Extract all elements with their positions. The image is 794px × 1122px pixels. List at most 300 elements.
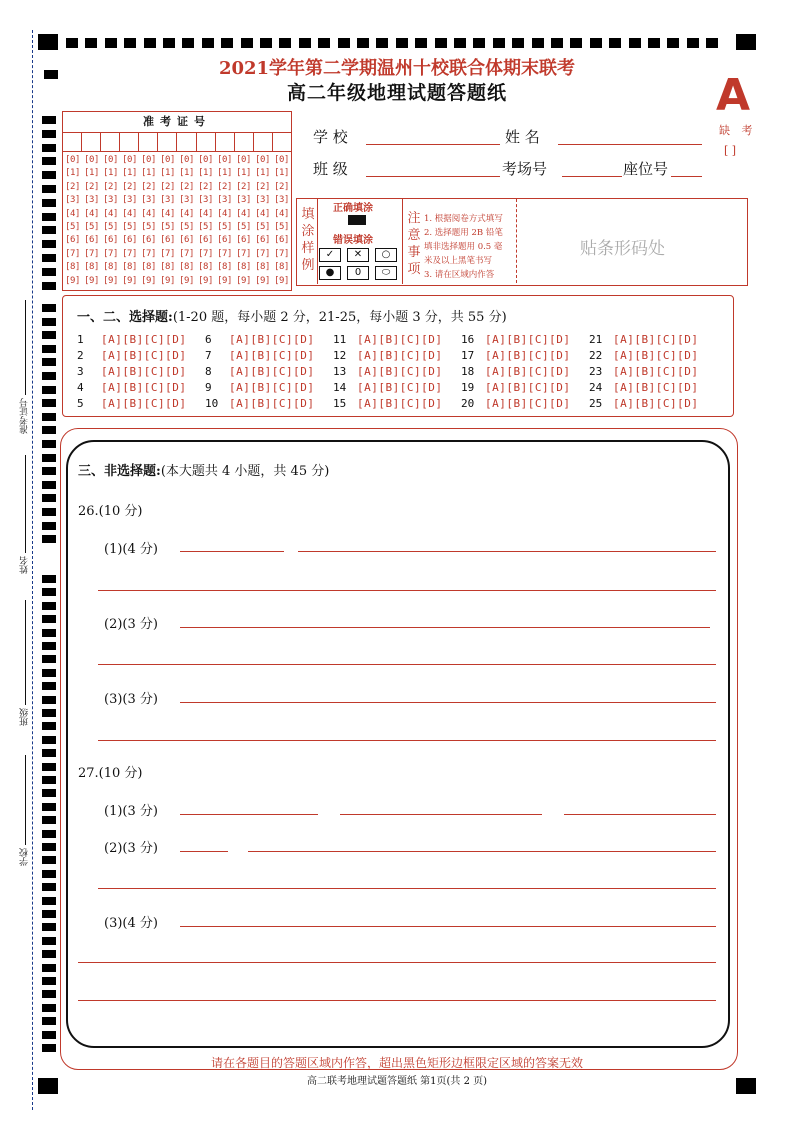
digit-bubble[interactable]: [3] [103, 195, 118, 206]
digit-bubble[interactable]: [8] [179, 262, 194, 273]
digit-bubble[interactable]: [8] [103, 262, 118, 273]
digit-bubble[interactable]: [5] [179, 221, 194, 232]
answer-line[interactable] [298, 551, 716, 552]
digit-bubble[interactable]: [2] [236, 181, 251, 192]
digit-bubble[interactable]: [2] [65, 181, 80, 192]
answer-line[interactable] [180, 627, 710, 628]
margin-school-label: 学校 [20, 848, 30, 866]
digit-bubble[interactable]: [9] [122, 275, 137, 286]
timing-mark [42, 199, 56, 207]
answer-line[interactable] [180, 702, 716, 703]
timing-segment [66, 38, 78, 48]
digit-bubble[interactable]: [1] [236, 168, 251, 179]
answer-line[interactable] [248, 851, 716, 852]
digit-bubble[interactable]: [5] [141, 221, 156, 232]
choice-row[interactable] [205, 380, 314, 396]
digit-bubble[interactable]: [0] [103, 155, 118, 165]
note-line: 3. 请在区域内作答 [424, 270, 495, 280]
digit-row[interactable] [63, 181, 291, 194]
answer-options[interactable]: [A][B][C][D] [101, 397, 187, 410]
answer-options[interactable]: [A][B][C][D] [229, 349, 315, 362]
choice-row[interactable] [77, 332, 186, 348]
timing-mark [42, 481, 56, 489]
digit-bubble[interactable]: [5] [84, 221, 99, 232]
question-number: 11 [333, 333, 347, 346]
choice-row[interactable] [461, 348, 570, 364]
answer-line[interactable] [98, 590, 716, 591]
choice-row[interactable] [589, 332, 698, 348]
digit-bubble[interactable]: [7] [255, 248, 270, 259]
choice-row[interactable] [333, 396, 442, 412]
digit-bubble[interactable]: [5] [103, 221, 118, 232]
timing-mark [42, 883, 56, 891]
digit-bubble[interactable]: [7] [236, 248, 251, 259]
choice-row[interactable] [333, 348, 442, 364]
question-number: 5 [77, 397, 84, 410]
timing-mark [42, 426, 56, 434]
timing-mark [42, 386, 56, 394]
answer-line[interactable] [78, 1000, 716, 1001]
digit-bubble[interactable]: [3] [198, 195, 213, 206]
choice-row[interactable] [205, 396, 314, 412]
digit-row[interactable] [63, 261, 291, 274]
absent-label: 缺 考 [719, 124, 757, 137]
digit-bubble[interactable]: [6] [84, 235, 99, 246]
digit-bubble[interactable]: [0] [274, 155, 289, 165]
timing-mark [42, 990, 56, 998]
answer-options[interactable]: [A][B][C][D] [613, 365, 699, 378]
digit-bubble[interactable]: [9] [217, 275, 232, 286]
divider [317, 198, 318, 284]
timing-segment [105, 38, 117, 48]
note-line: 米及以上黑笔书写 [424, 256, 493, 266]
choice-column [205, 332, 314, 412]
timing-segment [629, 38, 641, 48]
timing-segment [221, 38, 233, 48]
margin-line [25, 300, 26, 395]
answer-options[interactable]: [A][B][C][D] [229, 365, 315, 378]
q27-title: 27.(10 分) [78, 766, 143, 781]
digit-bubble[interactable]: [5] [160, 221, 175, 232]
dot-mark-icon: ● [319, 266, 341, 280]
digit-bubble[interactable]: [5] [198, 221, 213, 232]
timing-segment [241, 38, 253, 48]
notes-list [424, 212, 516, 282]
digit-bubble[interactable]: [3] [84, 195, 99, 206]
digit-bubble[interactable]: [2] [141, 181, 156, 192]
digit-bubble[interactable]: [0] [141, 155, 156, 165]
digit-bubble[interactable]: [1] [217, 168, 232, 179]
digit-bubble[interactable]: [2] [103, 181, 118, 192]
question-number: 24 [589, 381, 603, 394]
timing-segment [570, 38, 582, 48]
digit-bubble[interactable]: [7] [65, 248, 80, 259]
digit-bubble[interactable]: [2] [198, 181, 213, 192]
digit-bubble[interactable]: [4] [217, 208, 232, 219]
timing-mark [42, 345, 56, 353]
digit-bubble[interactable]: [8] [255, 262, 270, 273]
digit-bubble[interactable]: [3] [179, 195, 194, 206]
answer-options[interactable]: [A][B][C][D] [101, 333, 187, 346]
digit-bubble[interactable]: [1] [198, 168, 213, 179]
answer-options[interactable]: [A][B][C][D] [613, 397, 699, 410]
timing-mark [42, 116, 56, 124]
notes-label: 注 意 事 项 [407, 211, 421, 277]
digit-bubble[interactable]: [7] [122, 248, 137, 259]
digit-bubble[interactable]: [4] [179, 208, 194, 219]
choice-row[interactable] [333, 332, 442, 348]
answer-line[interactable] [78, 962, 716, 963]
wrong-fill-label: 错误填涂 [333, 235, 373, 246]
digit-bubble[interactable]: [9] [84, 275, 99, 286]
answer-options[interactable]: [A][B][C][D] [485, 381, 571, 394]
answer-options[interactable]: [A][B][C][D] [485, 349, 571, 362]
digit-bubble[interactable]: [4] [274, 208, 289, 219]
digit-bubble[interactable]: [5] [65, 221, 80, 232]
room-field[interactable] [562, 176, 622, 177]
digit-bubble[interactable]: [9] [179, 275, 194, 286]
digit-bubble[interactable]: [8] [84, 262, 99, 273]
question-number: 4 [77, 381, 84, 394]
question-number: 13 [333, 365, 347, 378]
timing-mark [42, 830, 56, 838]
timing-mark [42, 669, 56, 677]
digit-bubble[interactable]: [1] [65, 168, 80, 179]
digit-bubble[interactable]: [9] [255, 275, 270, 286]
answer-options[interactable]: [A][B][C][D] [613, 333, 699, 346]
digit-row[interactable] [63, 275, 291, 288]
digit-row[interactable] [63, 154, 291, 167]
answer-options[interactable]: [A][B][C][D] [101, 381, 187, 394]
timing-segment [338, 38, 350, 48]
timing-segment [648, 38, 660, 48]
digit-bubble[interactable]: [7] [103, 248, 118, 259]
exam-title: 2021学年第二学期温州十校联合体期末联考 [218, 58, 576, 79]
digit-bubble[interactable]: [4] [65, 208, 80, 219]
digit-bubble[interactable]: [9] [274, 275, 289, 286]
digit-bubble[interactable]: [7] [217, 248, 232, 259]
digit-bubble[interactable]: [4] [160, 208, 175, 219]
page-footer: 高二联考地理试题答题纸 第1页(共 2 页) [306, 1076, 488, 1087]
answer-line[interactable] [564, 814, 716, 815]
question-number: 12 [333, 349, 347, 362]
digit-bubble[interactable]: [3] [160, 195, 175, 206]
digit-bubble[interactable]: [9] [236, 275, 251, 286]
timing-mark [42, 897, 56, 905]
digit-bubble[interactable]: [8] [217, 262, 232, 273]
choice-row[interactable] [333, 380, 442, 396]
choice-row[interactable] [205, 364, 314, 380]
choice-row[interactable] [205, 332, 314, 348]
digit-bubble[interactable]: [1] [255, 168, 270, 179]
room-label: 考场号 [502, 160, 548, 178]
digit-bubble[interactable]: [9] [103, 275, 118, 286]
digit-bubble[interactable]: [6] [103, 235, 118, 246]
digit-bubble[interactable]: [1] [103, 168, 118, 179]
digit-bubble[interactable]: [7] [160, 248, 175, 259]
choice-column [77, 332, 186, 412]
question-number: 20 [461, 397, 475, 410]
admission-title: 准考证号 [63, 112, 291, 133]
answer-line[interactable] [98, 888, 716, 889]
choice-row[interactable] [589, 364, 698, 380]
digit-bubble[interactable]: [0] [217, 155, 232, 165]
digit-row[interactable] [63, 167, 291, 180]
paper-type: A [716, 70, 751, 121]
question-number: 1 [77, 333, 84, 346]
timing-segment [318, 38, 330, 48]
digit-bubble[interactable]: [4] [198, 208, 213, 219]
choice-row[interactable] [461, 396, 570, 412]
digit-bubble[interactable]: [4] [236, 208, 251, 219]
timing-mark [42, 331, 56, 339]
timing-mark [42, 467, 56, 475]
choice-row[interactable] [461, 364, 570, 380]
corner-mark [736, 34, 756, 50]
digit-bubble[interactable]: [5] [236, 221, 251, 232]
class-field[interactable] [366, 176, 500, 177]
choice-column [589, 332, 698, 412]
answer-options[interactable]: [A][B][C][D] [357, 381, 443, 394]
timing-mark [42, 722, 56, 730]
digit-bubble[interactable]: [9] [160, 275, 175, 286]
answer-options[interactable]: [A][B][C][D] [101, 349, 187, 362]
digit-bubble[interactable]: [8] [141, 262, 156, 273]
digit-bubble[interactable]: [5] [255, 221, 270, 232]
seat-field[interactable] [671, 176, 702, 177]
timing-mark [42, 1031, 56, 1039]
choice-row[interactable] [77, 396, 186, 412]
answer-options[interactable]: [A][B][C][D] [613, 381, 699, 394]
timing-mark [42, 185, 56, 193]
digit-bubble[interactable]: [8] [236, 262, 251, 273]
answer-options[interactable]: [A][B][C][D] [357, 333, 443, 346]
digit-bubble[interactable]: [0] [122, 155, 137, 165]
answer-options[interactable]: [A][B][C][D] [357, 349, 443, 362]
digit-bubble[interactable]: [6] [217, 235, 232, 246]
choice-row[interactable] [589, 396, 698, 412]
digit-bubble[interactable]: [3] [141, 195, 156, 206]
digit-bubble[interactable]: [2] [122, 181, 137, 192]
timing-segment [590, 38, 602, 48]
correct-fill-mark [348, 215, 366, 225]
absent-checkbox[interactable]: [ ] [724, 144, 737, 157]
digit-bubble[interactable]: [4] [141, 208, 156, 219]
digit-bubble[interactable]: [9] [141, 275, 156, 286]
digit-bubble[interactable]: [4] [255, 208, 270, 219]
digit-row[interactable] [63, 208, 291, 221]
timing-segment [551, 38, 563, 48]
digit-bubble[interactable]: [2] [217, 181, 232, 192]
admission-digit-bubbles[interactable] [63, 152, 291, 288]
digit-bubble[interactable]: [6] [198, 235, 213, 246]
digit-bubble[interactable]: [3] [122, 195, 137, 206]
note-line: 填非选择题用 0.5 毫 [424, 242, 503, 252]
digit-row[interactable] [63, 221, 291, 234]
margin-name-label: 姓名 [20, 556, 30, 574]
timing-mark [42, 629, 56, 637]
answer-options[interactable]: [A][B][C][D] [229, 381, 315, 394]
answer-line[interactable] [98, 740, 716, 741]
digit-bubble[interactable]: [0] [255, 155, 270, 165]
ellipse-mark-icon: ⬭ [375, 266, 397, 280]
question-number: 17 [461, 349, 475, 362]
question-number: 3 [77, 365, 84, 378]
timing-segment [124, 38, 136, 48]
timing-mark [42, 642, 56, 650]
digit-bubble[interactable]: [7] [274, 248, 289, 259]
answer-options[interactable]: [A][B][C][D] [485, 365, 571, 378]
q26-2-label: (2)(3 分) [104, 617, 158, 632]
digit-bubble[interactable]: [9] [198, 275, 213, 286]
digit-row[interactable] [63, 234, 291, 247]
timing-segment [144, 38, 156, 48]
choice-row[interactable] [461, 332, 570, 348]
question-number: 9 [205, 381, 212, 394]
digit-bubble[interactable]: [5] [122, 221, 137, 232]
digit-bubble[interactable]: [6] [160, 235, 175, 246]
digit-bubble[interactable]: [5] [217, 221, 232, 232]
admission-input-cells[interactable] [63, 133, 291, 152]
digit-bubble[interactable]: [3] [217, 195, 232, 206]
digit-bubble[interactable]: [1] [160, 168, 175, 179]
timing-segment [532, 38, 544, 48]
answer-line[interactable] [180, 551, 284, 552]
timing-segment [687, 38, 699, 48]
answer-line[interactable] [98, 664, 716, 665]
digit-bubble[interactable]: [6] [255, 235, 270, 246]
answer-options[interactable]: [A][B][C][D] [485, 397, 571, 410]
timing-mark [42, 1044, 56, 1052]
digit-bubble[interactable]: [5] [274, 221, 289, 232]
timing-segment [435, 38, 447, 48]
digit-bubble[interactable]: [8] [274, 262, 289, 273]
digit-bubble[interactable]: [2] [160, 181, 175, 192]
digit-bubble[interactable]: [8] [160, 262, 175, 273]
digit-bubble[interactable]: [4] [84, 208, 99, 219]
digit-bubble[interactable]: [1] [122, 168, 137, 179]
choice-heading: 一、二、选择题:(1-20 题，每小题 2 分，21-25，每小题 3 分，共 55 分) [77, 310, 507, 325]
digit-bubble[interactable]: [6] [122, 235, 137, 246]
school-label: 学 校 [313, 128, 348, 146]
digit-bubble[interactable]: [2] [274, 181, 289, 192]
digit-bubble[interactable]: [6] [179, 235, 194, 246]
timing-mark [42, 130, 56, 138]
answer-options[interactable]: [A][B][C][D] [613, 349, 699, 362]
digit-bubble[interactable]: [0] [160, 155, 175, 165]
margin-class-label: 班级 [20, 708, 30, 726]
choice-row[interactable] [589, 380, 698, 396]
answer-line[interactable] [180, 814, 318, 815]
digit-bubble[interactable]: [9] [65, 275, 80, 286]
timing-mark [42, 923, 56, 931]
answer-options[interactable]: [A][B][C][D] [357, 365, 443, 378]
digit-bubble[interactable]: [7] [141, 248, 156, 259]
digit-bubble[interactable]: [7] [84, 248, 99, 259]
timing-mark [42, 399, 56, 407]
answer-options[interactable]: [A][B][C][D] [485, 333, 571, 346]
choice-row[interactable] [77, 348, 186, 364]
timing-mark [42, 964, 56, 972]
school-field[interactable] [366, 144, 500, 145]
choice-row[interactable] [205, 348, 314, 364]
digit-bubble[interactable]: [7] [179, 248, 194, 259]
digit-bubble[interactable]: [2] [84, 181, 99, 192]
choice-row[interactable] [77, 380, 186, 396]
timing-mark [42, 144, 56, 152]
timing-mark [42, 803, 56, 811]
choice-row[interactable] [461, 380, 570, 396]
digit-bubble[interactable]: [8] [122, 262, 137, 273]
answer-options[interactable]: [A][B][C][D] [229, 333, 315, 346]
timing-mark [42, 413, 56, 421]
digit-bubble[interactable]: [1] [84, 168, 99, 179]
digit-bubble[interactable]: [2] [179, 181, 194, 192]
choice-row[interactable] [589, 348, 698, 364]
digit-bubble[interactable]: [0] [84, 155, 99, 165]
timing-segment [415, 38, 427, 48]
timing-mark [42, 440, 56, 448]
answer-options[interactable]: [A][B][C][D] [229, 397, 315, 410]
question-number: 8 [205, 365, 212, 378]
digit-bubble[interactable]: [1] [179, 168, 194, 179]
digit-bubble[interactable]: [0] [236, 155, 251, 165]
digit-bubble[interactable]: [6] [274, 235, 289, 246]
timing-mark [42, 508, 56, 516]
answer-line[interactable] [340, 814, 542, 815]
margin-line [25, 455, 26, 553]
digit-bubble[interactable]: [0] [179, 155, 194, 165]
digit-bubble[interactable]: [2] [255, 181, 270, 192]
digit-bubble[interactable]: [3] [255, 195, 270, 206]
answer-options[interactable]: [A][B][C][D] [357, 397, 443, 410]
digit-bubble[interactable]: [4] [122, 208, 137, 219]
answer-line[interactable] [180, 926, 716, 927]
digit-bubble[interactable]: [3] [274, 195, 289, 206]
digit-bubble[interactable]: [8] [65, 262, 80, 273]
digit-bubble[interactable]: [1] [274, 168, 289, 179]
digit-bubble[interactable]: [6] [141, 235, 156, 246]
answer-line[interactable] [180, 851, 228, 852]
timing-mark [42, 763, 56, 771]
digit-row[interactable] [63, 248, 291, 261]
timing-mark [42, 655, 56, 663]
digit-bubble[interactable]: [1] [141, 168, 156, 179]
digit-bubble[interactable]: [8] [198, 262, 213, 273]
digit-bubble[interactable]: [0] [198, 155, 213, 165]
digit-bubble[interactable]: [6] [236, 235, 251, 246]
digit-bubble[interactable]: [7] [198, 248, 213, 259]
timing-mark [42, 696, 56, 704]
digit-row[interactable] [63, 194, 291, 207]
digit-bubble[interactable]: [4] [103, 208, 118, 219]
answer-options[interactable]: [A][B][C][D] [101, 365, 187, 378]
question-number: 22 [589, 349, 603, 362]
digit-bubble[interactable]: [0] [65, 155, 80, 165]
timing-mark [42, 615, 56, 623]
name-field[interactable] [558, 144, 702, 145]
choice-row[interactable] [77, 364, 186, 380]
digit-bubble[interactable]: [3] [236, 195, 251, 206]
timing-segment [396, 38, 408, 48]
choice-row[interactable] [333, 364, 442, 380]
timing-mark [42, 1017, 56, 1025]
question-number: 19 [461, 381, 475, 394]
question-number: 25 [589, 397, 603, 410]
digit-bubble[interactable]: [3] [65, 195, 80, 206]
digit-bubble[interactable]: [6] [65, 235, 80, 246]
question-number: 6 [205, 333, 212, 346]
